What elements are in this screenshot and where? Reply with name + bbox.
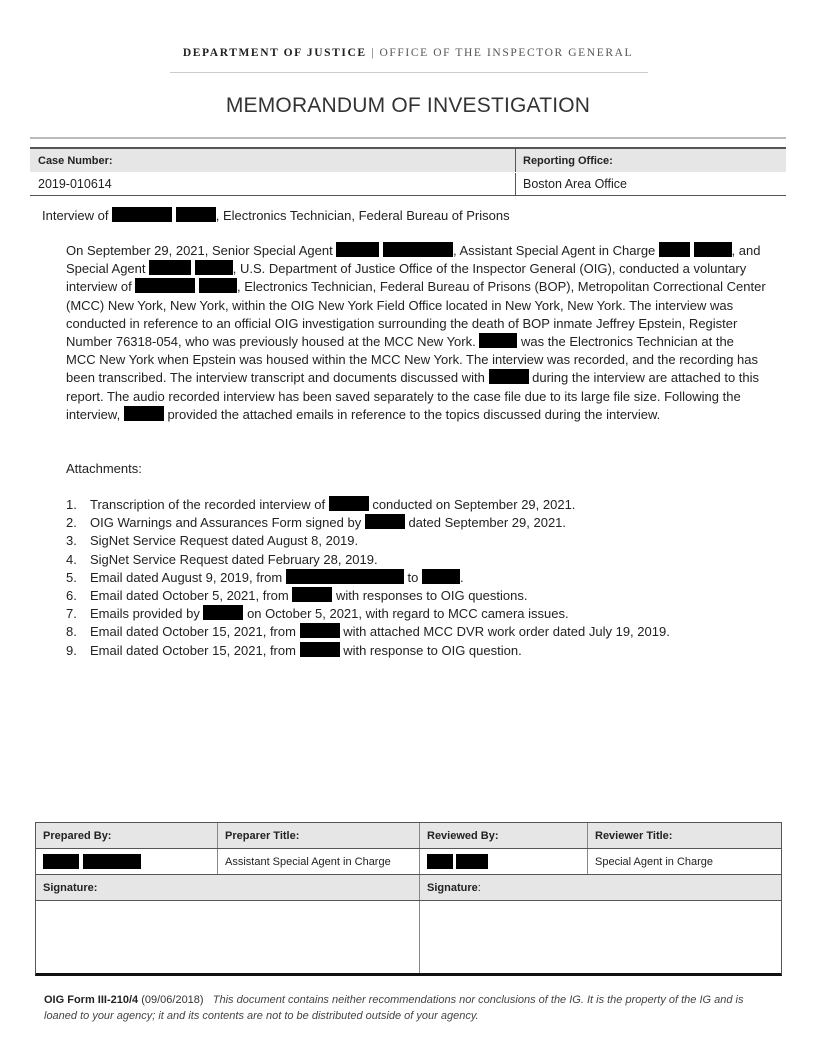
attachment-text: Email dated October 15, 2021, from [90,642,296,658]
attachment-item [66,496,670,514]
redaction-block [659,242,690,257]
redaction-block [300,642,340,657]
attachment-text: Emails provided by [90,606,200,622]
attachment-item [66,514,670,532]
attachment-text: with responses to OIG questions. [335,588,528,604]
attachments-label: Attachments: [66,461,142,476]
page-title: MEMORANDUM OF INVESTIGATION [225,94,591,117]
reviewed-by-value [420,849,588,874]
attachment-text: to [407,569,419,585]
body-text: , Assistant Special Agent in Charge [452,243,656,258]
reporting-office-label: Reporting Office: [523,154,613,167]
signature-box-row [36,900,781,973]
attachment-number: 1. [66,497,77,512]
reviewer-signature-box[interactable] [420,901,781,973]
redaction-block [336,242,379,257]
attachment-number: 4. [66,551,77,567]
header-divider [170,72,648,73]
body-text: during the interview are attached to this report. The audio recorded interview has been saved separately to the case file due to its large file size. Following the interview, [66,370,760,422]
document-footer [44,992,779,1024]
case-info-table [30,147,786,196]
preparer-signature-box[interactable] [36,901,420,973]
body-text: , U.S. Department of Justice Office of the Inspector General (OIG), conducted a voluntary interview of [66,261,747,295]
document-header [0,47,816,59]
redaction-block [43,854,79,869]
interview-suffix: , Electronics Technician, Federal Bureau of Prisons [215,208,510,223]
attachment-text: Email dated October 5, 2021, from [90,588,289,604]
reviewer-title-label: Reviewer Title: [595,829,673,842]
case-number-label: Case Number: [30,149,516,172]
redaction-block [329,496,369,511]
interview-subject-line [42,207,510,223]
redaction-block [694,242,732,257]
signature-header-row [36,823,781,848]
form-date: (09/06/2018) [141,994,204,1006]
redaction-block [300,623,340,638]
preparer-title-label: Preparer Title: [218,823,420,848]
attachment-item [66,551,670,569]
attachment-item [66,605,670,623]
attachment-number: 2. [66,515,77,531]
attachments-list [66,496,670,660]
case-info-value-row [30,172,786,195]
redaction-block [124,406,164,421]
attachment-item [66,569,670,587]
attachment-item [66,623,670,641]
attachment-text: SigNet Service Request dated February 28, 2019. [90,551,378,567]
attachment-text: . [459,569,464,585]
prepared-by-value [36,849,218,874]
redaction-block [427,854,453,869]
case-number-value: 2019-010614 [30,173,516,195]
redaction-block [365,514,405,529]
body-text: , [731,243,736,258]
footer-disclaimer: This document contains neither recommendations nor conclusions of the IG. It is the property of the IG and is loaned to your agency; it and its contents are not to be distributed outside of your agency. [44,994,744,1022]
attachment-text: with response to OIG question. [343,642,522,658]
form-number: OIG Form III-210/4 [44,994,139,1006]
attachment-text: SigNet Service Request dated August 8, 2019. [90,533,359,549]
attachment-item [66,532,670,550]
attachment-text: on October 5, 2021, with regard to MCC camera issues. [247,606,569,622]
reviewer-title-value: Special Agent in Charge [595,855,714,868]
redaction-block [422,569,460,584]
redaction-block [292,587,332,602]
redaction-block [176,207,216,222]
header-separator: | [371,47,376,59]
attachment-text: Email dated October 15, 2021, from [90,624,296,640]
attachment-text: dated September 29, 2021. [408,515,567,531]
attachment-text: Transcription of the recorded interview of [90,497,326,512]
attachment-number: 8. [66,624,77,640]
prepared-by-label: Prepared By: [36,823,218,848]
reporting-office-value: Boston Area Office [523,177,627,191]
preparer-title-value: Assistant Special Agent in Charge [218,849,420,874]
attachment-number: 7. [66,606,77,622]
reviewed-by-label: Reviewed By: [420,823,588,848]
redaction-block [135,278,195,293]
redaction-block [195,260,233,275]
department-name: DEPARTMENT OF JUSTICE [182,47,367,59]
redaction-block [489,369,529,384]
redaction-block [479,333,517,348]
body-text: provided the attached emails in reference to the topics discussed during the interview. [167,406,661,422]
body-text: , Electronics Technician, Federal Bureau of Prisons (BOP), Metropolitan Correctional Center (MCC) New York, New York, within the OIG New York Field Office located in New York, New York. The interview was conducted in reference to an official OIG investigation surrounding the death of BOP inmate Jeffrey Epstein, Register Number 76318-054, who was previously housed at the MCC New York. [66,279,766,350]
redaction-block [199,278,237,293]
attachment-number: 5. [66,569,77,585]
preparer-signature-label: Signature: [36,875,420,900]
attachment-item [66,642,670,660]
body-text: On September 29, 2021, Senior Special Agent [66,243,333,258]
signature-label-word: Signature [427,881,478,894]
interview-prefix: Interview of [42,208,109,223]
attachment-text: OIG Warnings and Assurances Form signed by [90,515,362,531]
signature-value-row [36,848,781,874]
reviewer-signature-label [420,875,781,900]
attachment-item [66,587,670,605]
memo-paragraph [66,242,766,424]
attachment-number: 6. [66,588,77,604]
case-info-header-row [30,149,786,172]
memo-body [66,242,766,424]
attachment-text: Email dated August 9, 2019, from [90,569,283,585]
signature-table [35,822,782,976]
redaction-block [286,569,404,584]
signature-label-colon: : [477,881,481,894]
redaction-block [456,854,488,869]
redaction-block [383,242,453,257]
attachment-text: conducted on September 29, 2021. [372,497,576,512]
attachment-number: 3. [66,533,77,549]
redaction-block [149,260,191,275]
body-text: was the Electronics Technician at the MCC New York when Epstein was housed within the MCC New York. The interview was recorded, and the recording has been transcribed. The interview transcript and documents discussed with [66,334,758,386]
redaction-block [203,605,243,620]
redaction-block [83,854,141,869]
office-name: OFFICE OF THE INSPECTOR GENERAL [379,47,634,59]
signature-label-row [36,874,781,900]
title-divider [30,137,786,139]
redaction-block [112,207,172,222]
attachment-text: with attached MCC DVR work order dated July 19, 2019. [343,624,670,640]
body-text: and Special Agent [66,243,761,277]
attachment-number: 9. [66,642,77,658]
